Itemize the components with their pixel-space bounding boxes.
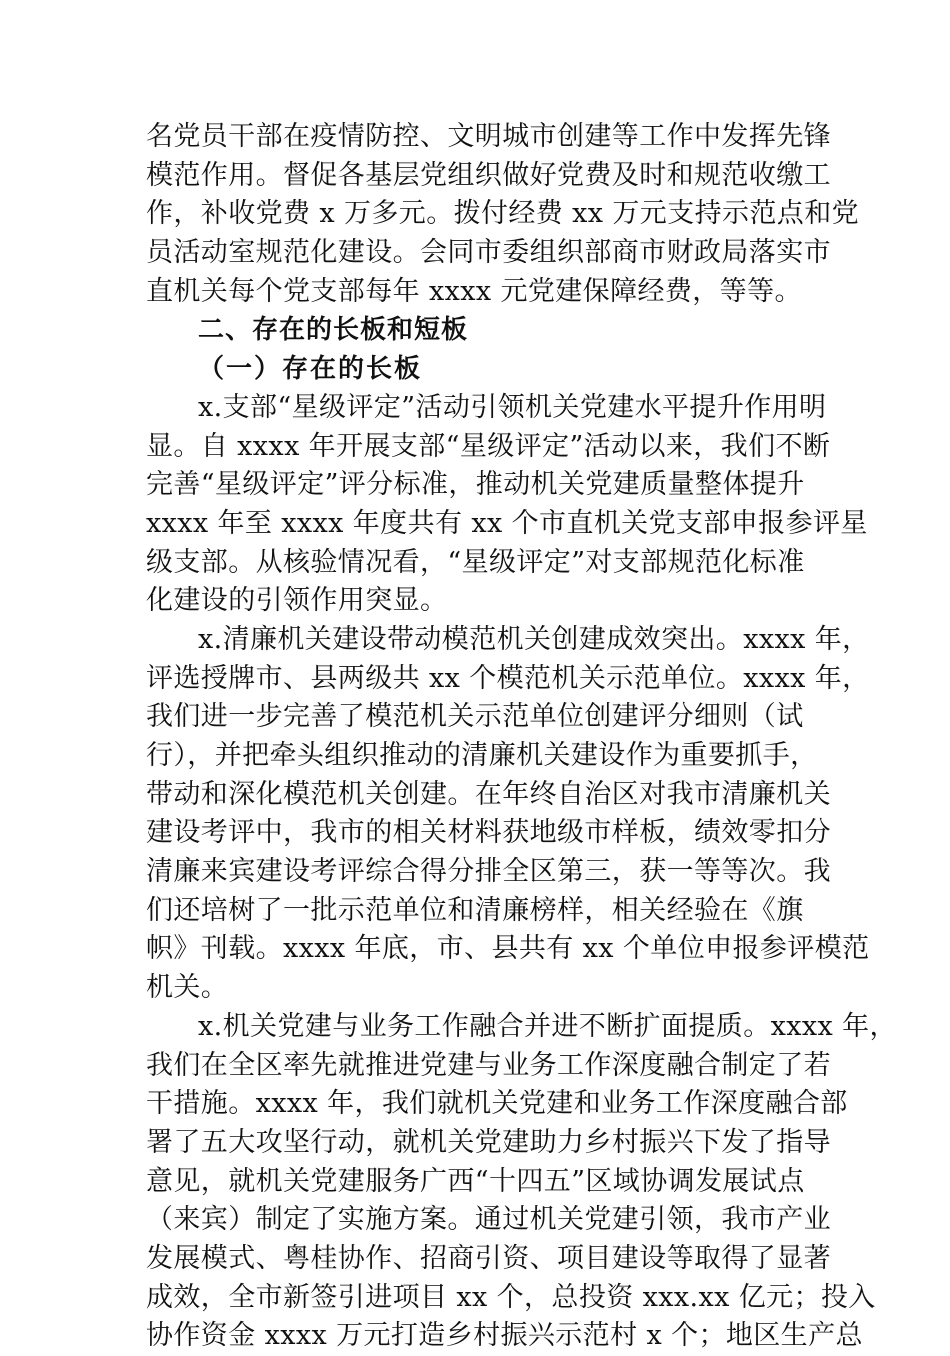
document-body	[146, 118, 897, 1356]
body-text-line: 发展模式、粤桂协作、招商引资、项目建设等取得了显著	[146, 1242, 831, 1274]
body-text-line: 成效，全市新签引进项目 xx 个，总投资 xxx.xx 亿元；投入	[146, 1281, 876, 1313]
body-text-line: 干措施。xxxx 年，我们就机关党建和业务工作深度融合部	[146, 1088, 848, 1120]
body-text-line: 署了五大攻坚行动，就机关党建助力乡村振兴下发了指导	[146, 1126, 831, 1158]
body-text-line: 机关。	[146, 972, 229, 1004]
body-text-line: 评选授牌市、县两级共 xx 个模范机关示范单位。xxxx 年，	[146, 662, 870, 694]
body-text-line: 们还培树了一批示范单位和清廉榜样，相关经验在《旗	[146, 894, 804, 926]
body-text-line: 意见，就机关党建服务广西“十四五”区域协调发展试点	[146, 1165, 805, 1197]
body-text-line: 我们在全区率先就推进党建与业务工作深度融合制定了若	[146, 1049, 831, 1081]
body-text-line: 化建设的引领作用突显。	[146, 585, 448, 617]
body-text-line: 我们进一步完善了模范机关示范单位创建评分细则（试	[146, 701, 804, 733]
body-text-line: 员活动室规范化建设。会同市委组织部商市财政局落实市	[146, 237, 831, 269]
body-text-line: 显。自 xxxx 年开展支部“星级评定”活动以来，我们不断	[146, 430, 831, 462]
subsection-heading: （一）存在的长板	[198, 354, 423, 385]
body-text-line: 清廉来宾建设考评综合得分排全区第三，获一等等次。我	[146, 856, 831, 888]
paragraph-first-line: x.清廉机关建设带动模范机关创建成效突出。xxxx 年，	[198, 623, 870, 655]
section-heading: 二、存在的长板和短板	[198, 315, 469, 346]
body-text-line: 作，补收党费 x 万多元。拨付经费 xx 万元支持示范点和党	[146, 198, 860, 230]
paragraph-first-line: x.支部“星级评定”活动引领机关党建水平提升作用明	[198, 391, 827, 423]
paragraph-first-line: x.机关党建与业务工作融合并进不断扩面提质。xxxx 年，	[198, 1010, 897, 1042]
body-text-line: 名党员干部在疫情防控、文明城市创建等工作中发挥先锋	[146, 121, 831, 152]
body-text-line: （来宾）制定了实施方案。通过机关党建引领，我市产业	[146, 1204, 831, 1236]
body-text-line: 帜》刊载。xxxx 年底，市、县共有 xx 个单位申报参评模范	[146, 933, 870, 965]
body-text-line: 建设考评中，我市的相关材料获地级市样板，绩效零扣分	[146, 817, 831, 849]
body-text-line: 带动和深化模范机关创建。在年终自治区对我市清廉机关	[146, 778, 831, 810]
body-text-line: 模范作用。督促各基层党组织做好党费及时和规范收缴工	[146, 159, 831, 191]
body-text-line: 直机关每个党支部每年 xxxx 元党建保障经费，等等。	[146, 275, 802, 307]
body-text-line: 行），并把牵头组织推动的清廉机关建设作为重要抓手，	[146, 740, 818, 771]
body-text-line: 协作资金 xxxx 万元打造乡村振兴示范村 x 个；地区生产总	[146, 1320, 863, 1352]
body-text-line: 级支部。从核验情况看，“星级评定”对支部规范化标准	[146, 546, 805, 578]
body-text-line: xxxx 年至 xxxx 年度共有 xx 个市直机关党支部申报参评星	[146, 507, 868, 539]
body-text-line: 完善“星级评定”评分标准，推动机关党建质量整体提升	[146, 469, 805, 501]
